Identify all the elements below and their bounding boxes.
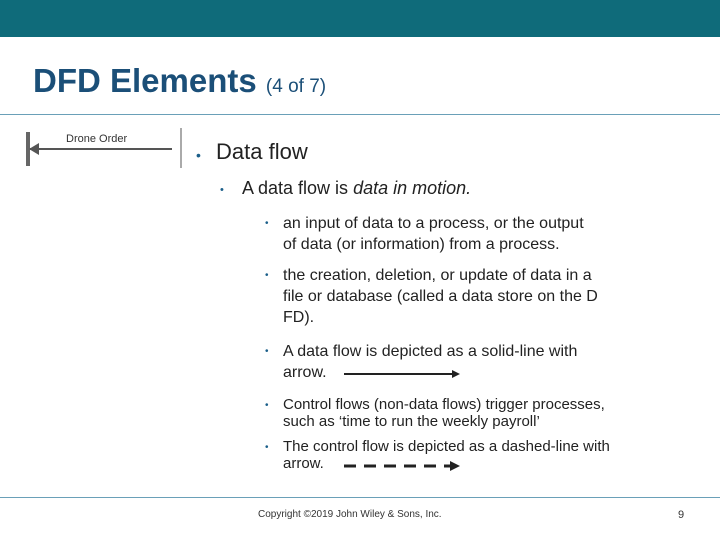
bullet-icon: • bbox=[265, 346, 269, 357]
bullet-item-2-line-1: the creation, deletion, or update of data in a bbox=[283, 267, 592, 284]
footer-divider bbox=[0, 497, 720, 498]
bullet-icon: • bbox=[265, 270, 269, 281]
dashed-arrow-icon bbox=[342, 460, 462, 472]
bullet-level1: Data flow bbox=[216, 139, 308, 164]
title-text: DFD Elements bbox=[33, 62, 257, 99]
title-subtitle: (4 of 7) bbox=[265, 76, 327, 97]
bullet-icon: • bbox=[265, 400, 269, 411]
arrow-left-icon bbox=[29, 143, 39, 155]
slide-title bbox=[33, 62, 326, 100]
bullet-item-4-line-2: such as ‘time to run the weekly payroll’ bbox=[283, 413, 540, 430]
example-arrow-line bbox=[30, 148, 172, 150]
bullet-icon: • bbox=[265, 218, 269, 229]
bullet-item-4 bbox=[283, 396, 605, 430]
bullet-level2-prefix: A data flow is bbox=[242, 178, 354, 198]
bullet-icon: • bbox=[220, 184, 224, 196]
bullet-item-1-line-2: of data (or information) from a process. bbox=[283, 236, 560, 253]
bullet-icon: • bbox=[196, 147, 201, 163]
title-divider bbox=[0, 114, 720, 115]
copyright-text: Copyright ©2019 John Wiley & Sons, Inc. bbox=[258, 509, 442, 520]
bullet-item-5-line-2: arrow. bbox=[283, 455, 324, 472]
bullet-item-3-line-1: A data flow is depicted as a solid-line with bbox=[283, 343, 578, 360]
page-number: 9 bbox=[678, 509, 685, 521]
bullet-item-1 bbox=[283, 213, 584, 255]
vertical-divider bbox=[180, 128, 182, 168]
bullet-item-2-line-2: file or database (called a data store on the D bbox=[283, 288, 598, 305]
top-bar bbox=[0, 0, 720, 37]
bullet-level2 bbox=[242, 178, 471, 199]
bullet-item-1-line-1: an input of data to a process, or the output bbox=[283, 215, 584, 232]
data-flow-example-image bbox=[26, 132, 176, 166]
bullet-level2-emphasis: data in motion. bbox=[353, 178, 472, 198]
bullet-item-2 bbox=[283, 265, 598, 328]
bullet-item-4-line-1: Control flows (non-data flows) trigger processes, bbox=[283, 396, 605, 413]
example-flow-label: Drone Order bbox=[66, 133, 128, 145]
bullet-item-2-line-3: FD). bbox=[283, 309, 315, 326]
bullet-item-5-line-1: The control flow is depicted as a dashed-line with bbox=[283, 438, 610, 455]
bullet-item-3-line-2: arrow. bbox=[283, 364, 327, 381]
bullet-icon: • bbox=[265, 442, 269, 453]
solid-arrow-icon bbox=[342, 368, 462, 380]
